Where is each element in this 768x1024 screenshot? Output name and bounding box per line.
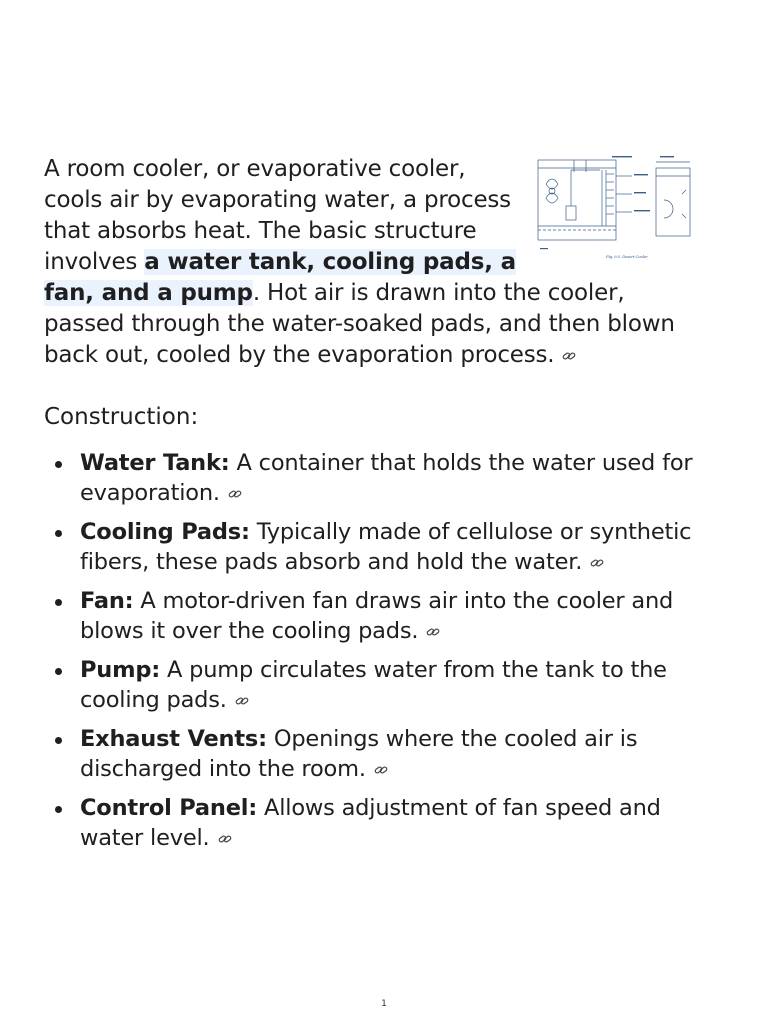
item-term: Exhaust Vents:: [80, 726, 267, 752]
link-icon[interactable]: [228, 489, 242, 499]
item-term: Cooling Pads:: [80, 519, 250, 545]
item-term: Fan:: [80, 588, 134, 614]
intro-paragraph: [44, 154, 694, 371]
list-item: [44, 724, 724, 784]
item-term: Control Panel:: [80, 795, 258, 821]
list-item: [44, 793, 724, 853]
item-desc: Typically made of cellulose or synthetic fibers, these pads absorb and hold the water.: [80, 519, 692, 575]
list-item: [44, 655, 724, 715]
list-item: [44, 448, 724, 508]
link-icon[interactable]: [562, 351, 576, 361]
figure-caption: Fig. 9.5. Desert Cooler: [606, 254, 648, 259]
construction-list: [44, 448, 724, 862]
item-term: Pump:: [80, 657, 161, 683]
intro-text-before: A room cooler, or evaporative cooler, cools air by evaporating water, a process that absorbs heat. The basic structure involves: [44, 156, 511, 275]
link-icon[interactable]: [426, 627, 440, 637]
item-desc: Openings where the cooled air is discharged into the room.: [80, 726, 638, 782]
list-item: [44, 586, 724, 646]
link-icon[interactable]: [374, 765, 388, 775]
item-desc: Allows adjustment of fan speed and water level.: [80, 795, 661, 851]
item-term: Water Tank:: [80, 450, 230, 476]
item-desc: A pump circulates water from the tank to the cooling pads.: [80, 657, 667, 713]
page-number: 1: [381, 999, 387, 1009]
section-title: Construction:: [44, 404, 199, 430]
link-icon[interactable]: [235, 696, 249, 706]
desert-cooler-figure: [536, 154, 694, 266]
link-icon[interactable]: [218, 834, 232, 844]
list-item: [44, 517, 724, 577]
intro-text-after: . Hot air is drawn into the cooler, passed through the water-soaked pads, and then blown back out, cooled by the evaporation process.: [44, 280, 675, 368]
item-desc: A motor-driven fan draws air into the cooler and blows it over the cooling pads.: [80, 588, 674, 644]
item-desc: A container that holds the water used for evaporation.: [80, 450, 693, 506]
intro-highlight: a water tank, cooling pads, a fan, and a pump: [44, 249, 516, 306]
link-icon[interactable]: [590, 558, 604, 568]
